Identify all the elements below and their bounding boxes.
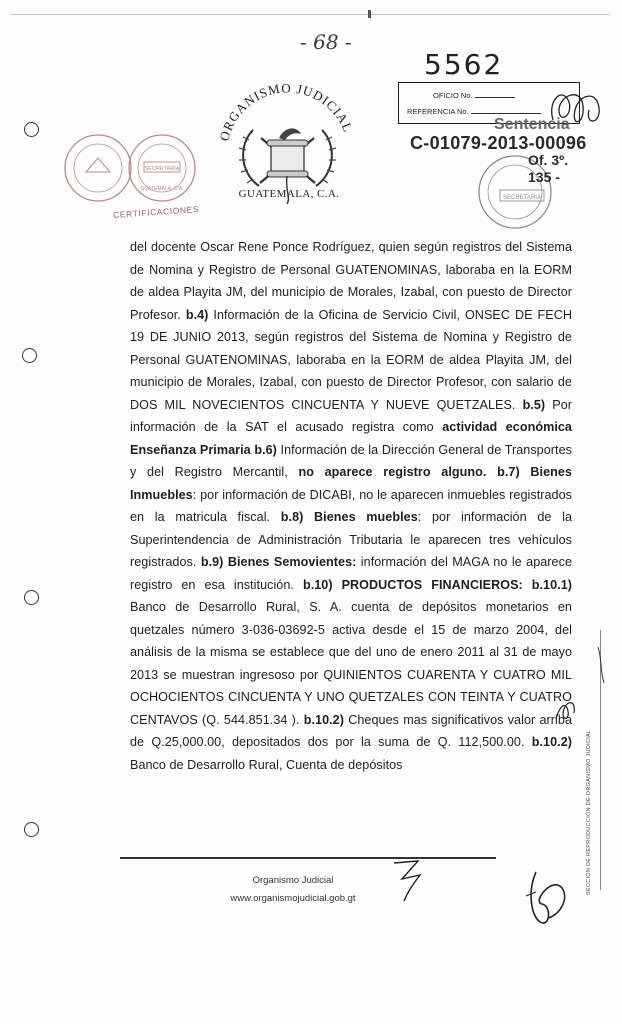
footer-rule [120,857,496,859]
bold-text-run: b.6) [254,442,277,457]
text-run: : por información de DICABI, no le aparecen inmuebles registrados en la matricula fiscal. [130,487,572,524]
handwritten-page-number: - 68 - [300,30,352,54]
bold-text-run: b.8) Bienes muebles [280,510,418,524]
oficio-label: OFICIO No. [433,91,473,100]
reproduction-note: SECCIÓN DE REPRODUCCIÓN DE ORGANISMO JUDICIAL [586,729,592,895]
text-run [486,465,497,479]
text-run: Cheques mas significativos valor arriba de Q.25,000.00, depositados dos por la suma de Q. 112,500.00. [130,712,572,749]
bold-text-run: b.10) PRODUCTOS FINANCIEROS: b.10.1) [302,577,572,592]
bold-text-run: b.10.2) [303,712,344,727]
handwritten-mark-icon [552,695,580,725]
scan-tick-mark [368,10,371,18]
signature-icon [388,855,438,905]
footer-website: www.organismojudicial.gob.gt [230,893,356,904]
text-run: Banco de Desarrollo Rural, S. A. cuenta de depósitos monetarios en quetzales número 3-036-03692-5 activa desde el 15 de marzo 2004, del análisis de la misma se establece que del uno de enero 2011 al 31 de mayo 2013 se muestran ingresoso por QUINIENTOS CUARENTA Y CUATRO MIL OCHOCIENTOS CINCUENTA Y UNO QUETZALES CON TEINTA Y CUATRO CENTAVOS (Q. 544.851.34 ). [130,600,572,727]
text-run: información del MAGA no le aparece registro en esa institución. [130,555,573,592]
handwritten-record-number: 5562 [424,48,504,81]
bold-text-run: b.10.2) [531,735,572,749]
text-run: Información de la Dirección General de Transportes y del Registro Mercantil, [130,442,572,479]
handwritten-initials-icon [522,866,572,928]
document-type: Sentencia [494,116,570,133]
body-paragraph [130,236,572,776]
oficio-row [433,91,515,100]
stamp-caption: CERTIFICACIONES [112,204,200,220]
bold-text-run: b.4) [185,307,209,322]
scan-edge-line [10,14,610,15]
text-run: Información de la Oficina de Servicio Civil, ONSEC DE FECH 19 DE JUNIO 2013, según registros del Sistema de Nomina y Registro de Personal GUATENOMINAS, laboraba en la EORM de aldea Playita JM, del municipio de Morales, Izabal, con puesto de Director Profesor, con salario de DOS MIL NOVECIENTOS CINCUENTA Y NUEVE QUETZALES. [130,307,573,412]
bold-text-run: b.7) Bienes Inmuebles [130,465,572,502]
binder-hole-icon [24,122,39,137]
referencia-row [407,107,541,116]
emblem-arc-text: ORGANISMO JUDICIAL [216,80,356,143]
text-run: Por información de la SAT el acusado registra como [130,397,572,434]
binder-hole-icon [24,590,39,605]
emblem-city: GUATEMALA, C.A. [238,188,340,200]
text-run: del docente Oscar Rene Ponce Rodríguez, quien según registros del Sistema de Nomina y Registro de Personal GUATENOMINAS, laboraba en la EORM de aldea Playita JM, del municipio de Morales, Izabal, con puesto de Director Profesor. [130,240,572,322]
stamp-left-city: GUATEMALA, C.A. [140,186,184,192]
margin-tick-icon [596,645,608,685]
text-run: : por información de la Superintendencia de Administración Tributaria le aparecen tres vehículos registrados. [130,510,572,569]
referencia-label: REFERENCIA No. [407,107,469,116]
bold-text-run: b.9) Bienes Semovientes: [200,555,357,569]
binder-hole-icon [24,822,39,837]
folio-number: 135 - [528,169,560,185]
case-number: C-01079-2013-00096 [410,133,587,153]
text-run: Banco de Desarrollo Rural, Cuenta de depósitos [130,757,403,772]
bold-text-run: actividad económica Enseñanza Primaria [130,420,572,457]
bold-text-run: b.5) [522,397,546,412]
officer-number: Of. 3º. [528,152,569,168]
stamp-left-inner: SECRETARIA [144,166,180,172]
stamp-right-inner: SECRETARIA [503,195,541,201]
footer-organization: Organismo Judicial [252,875,334,886]
binder-hole-icon [22,348,37,363]
coat-of-arms-icon [205,68,370,208]
bold-text-run: no aparece registro alguno. [298,465,487,479]
